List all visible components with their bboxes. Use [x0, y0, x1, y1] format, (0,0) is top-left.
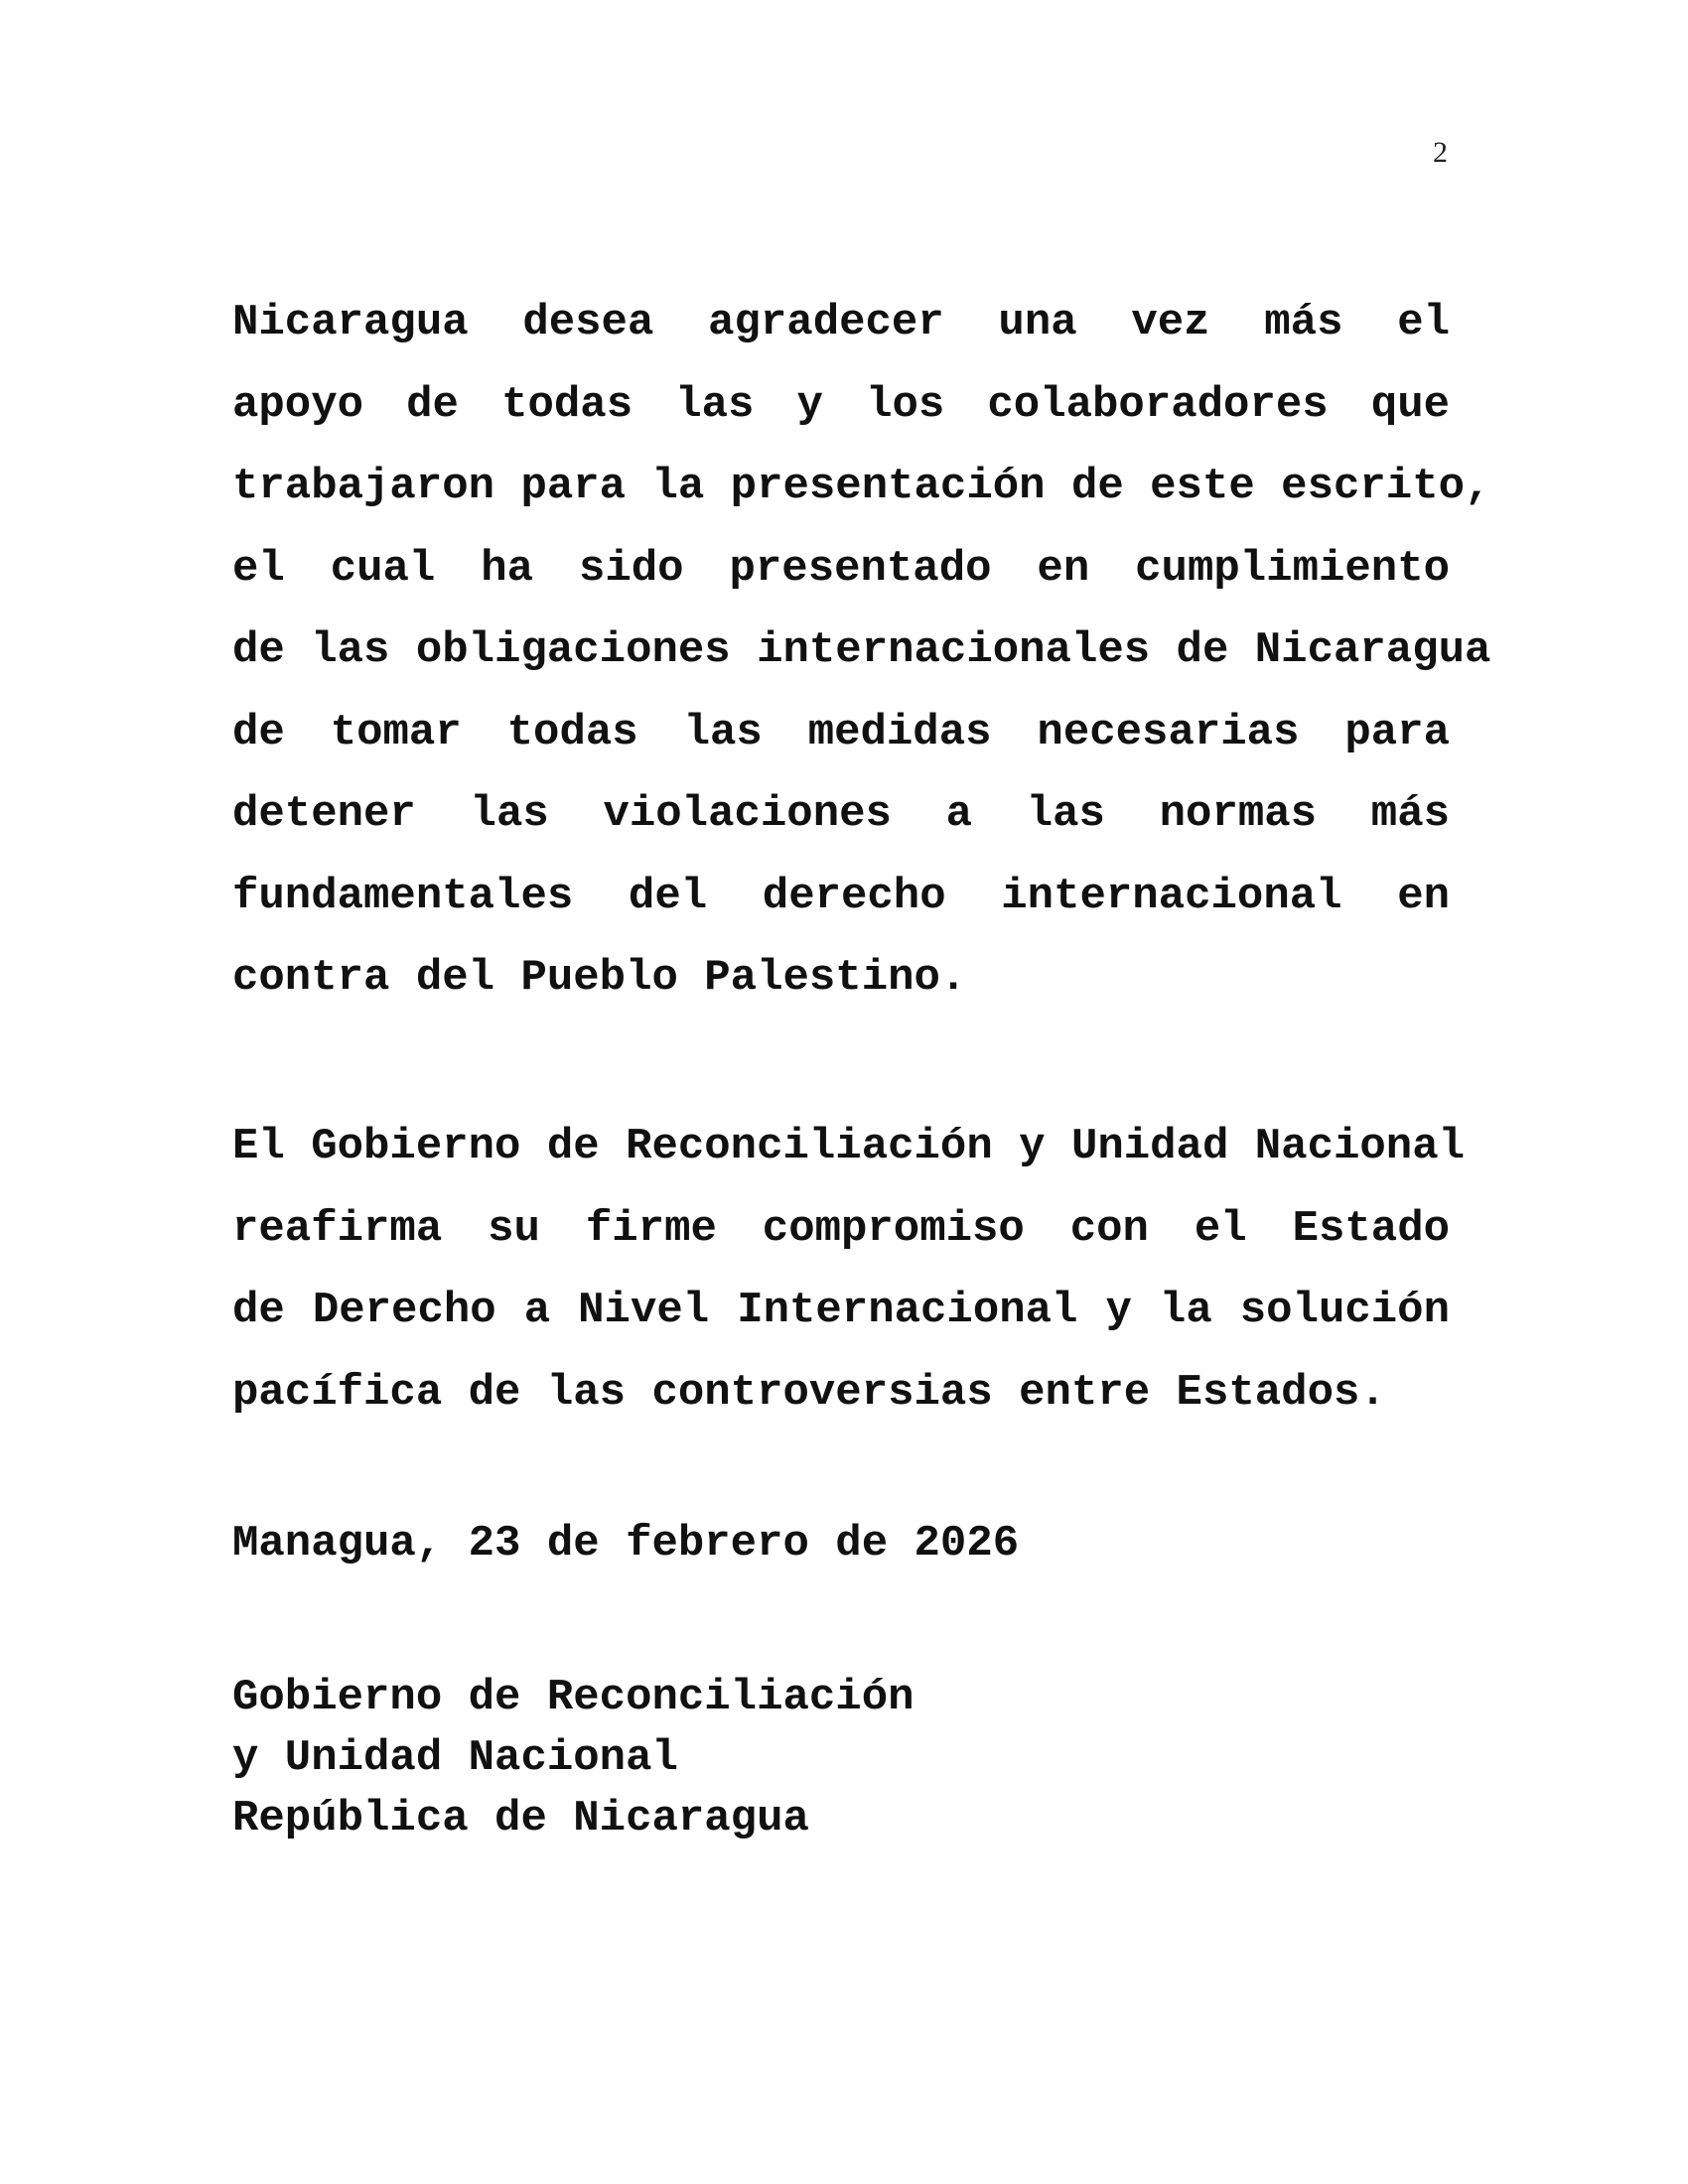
signature-line: República de Nicaragua: [232, 1794, 809, 1843]
paragraph-line: Nicaragua desea agradecer una vez más el: [232, 298, 1450, 347]
signature-line: Gobierno de Reconciliación: [232, 1673, 914, 1722]
page-number: 2: [1433, 136, 1448, 169]
paragraph-line: El Gobierno de Reconciliación y Unidad Nacional: [232, 1122, 1466, 1171]
date-line: Managua, 23 de febrero de 2026: [232, 1519, 1020, 1569]
document-body: [232, 282, 1491, 1843]
paragraph-commitment: [232, 1106, 1466, 1433]
paragraph-line: apoyo de todas las y los colaboradores que: [232, 379, 1450, 430]
paragraph-line: contra del Pueblo Palestino.: [232, 953, 967, 1003]
paragraph-line: de Derecho a Nivel Internacional y la solución: [232, 1286, 1450, 1335]
paragraph-line: reafirma su firme compromiso con el Estado: [232, 1203, 1450, 1254]
paragraph-line: de tomar todas las medidas necesarias para: [232, 707, 1450, 757]
paragraph-line: de las obligaciones internacionales de Nicaragua: [232, 625, 1491, 675]
paragraph-line: pacífica de las controversias entre Estados.: [232, 1367, 1386, 1418]
paragraph-line: fundamentales del derecho internacional en: [232, 871, 1450, 921]
signature-block: [232, 1668, 914, 1849]
paragraph-line: el cual ha sido presentado en cumplimiento: [232, 543, 1450, 594]
paragraph-acknowledgement: [232, 282, 1491, 1020]
signature-line: y Unidad Nacional: [232, 1733, 678, 1783]
paragraph-line: detener las violaciones a las normas más: [232, 789, 1450, 839]
paragraph-line: trabajaron para la presentación de este escrito,: [232, 462, 1491, 511]
